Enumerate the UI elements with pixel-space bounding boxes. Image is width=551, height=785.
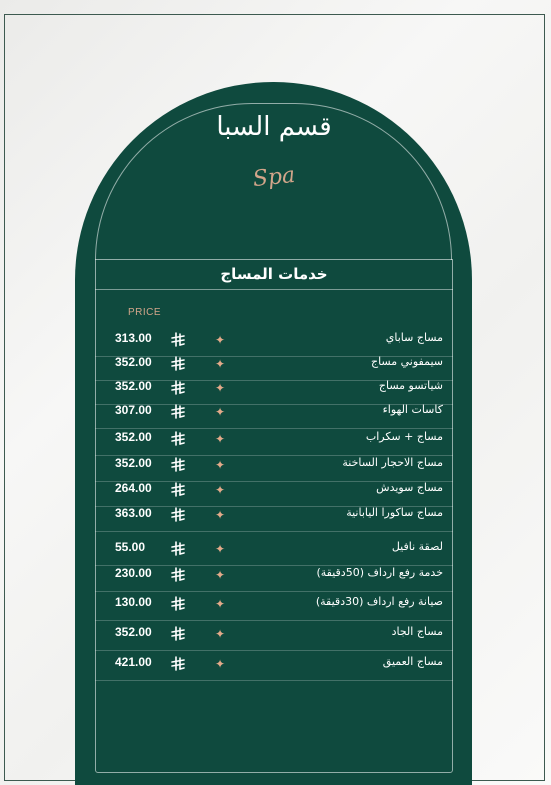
sparkle-icon: ✦ [214,627,226,641]
service-name: خدمة رفع ارداف (50دقيقة) [316,566,443,579]
service-name: مساج ساكورا اليابانية [346,506,443,519]
riyal-currency-icon [171,356,185,372]
service-name: مساج العميق [382,655,443,668]
service-price: 307.00 [115,403,152,417]
service-price: 230.00 [115,566,152,580]
service-name: كاسات الهواء [382,403,443,416]
riyal-currency-icon [171,457,185,473]
price-column-header: PRICE [128,307,162,318]
sparkle-icon: ✦ [214,381,226,395]
section-divider [95,289,453,290]
service-price: 130.00 [115,595,152,609]
sparkle-icon: ✦ [214,405,226,419]
service-price: 352.00 [115,355,152,369]
service-price: 352.00 [115,430,152,444]
service-price: 55.00 [115,540,146,554]
service-name: مساج الاحجار الساخنة [342,456,443,469]
sparkle-icon: ✦ [214,458,226,472]
riyal-currency-icon [171,567,185,583]
riyal-currency-icon [171,626,185,642]
riyal-currency-icon [171,404,185,420]
page-subtitle: Spa [251,162,297,193]
row-divider [95,531,453,532]
sparkle-icon: ✦ [214,597,226,611]
service-price: 421.00 [115,655,152,669]
service-price: 352.00 [115,379,152,393]
row-divider [95,680,453,681]
riyal-currency-icon [171,380,185,396]
sparkle-icon: ✦ [214,542,226,556]
sparkle-icon: ✦ [214,483,226,497]
service-name: صيانة رفع ارداف (30دقيقة) [315,595,443,608]
service-price: 363.00 [115,506,152,520]
service-price: 313.00 [115,331,152,345]
sparkle-icon: ✦ [214,357,226,371]
section-title: خدمات المساج [220,265,328,283]
riyal-currency-icon [171,431,185,447]
sparkle-icon: ✦ [214,568,226,582]
sparkle-icon: ✦ [214,333,226,347]
riyal-currency-icon [171,507,185,523]
service-price: 352.00 [115,456,152,470]
riyal-currency-icon [171,656,185,672]
riyal-currency-icon [171,482,185,498]
list-item [95,591,453,621]
service-name: شياتسو مساج [378,379,443,392]
page-title: قسم السبا [216,112,332,142]
service-name: مساج سويدش [376,481,443,494]
service-price: 352.00 [115,625,152,639]
service-name: مساج + سكراب [365,430,443,443]
riyal-currency-icon [171,596,185,612]
riyal-currency-icon [171,332,185,348]
service-name: سيمفوني مساج [370,355,443,368]
service-price: 264.00 [115,481,152,495]
list-item [95,502,453,532]
list-item [95,399,453,429]
sparkle-icon: ✦ [214,432,226,446]
sparkle-icon: ✦ [214,508,226,522]
service-name: مساج ساباي [385,331,443,344]
list-item [95,651,453,681]
sparkle-icon: ✦ [214,657,226,671]
list-item [95,621,453,651]
list-item [95,562,453,592]
service-name: لصقة نافيل [391,540,443,553]
service-name: مساج الجاد [391,625,443,638]
riyal-currency-icon [171,541,185,557]
